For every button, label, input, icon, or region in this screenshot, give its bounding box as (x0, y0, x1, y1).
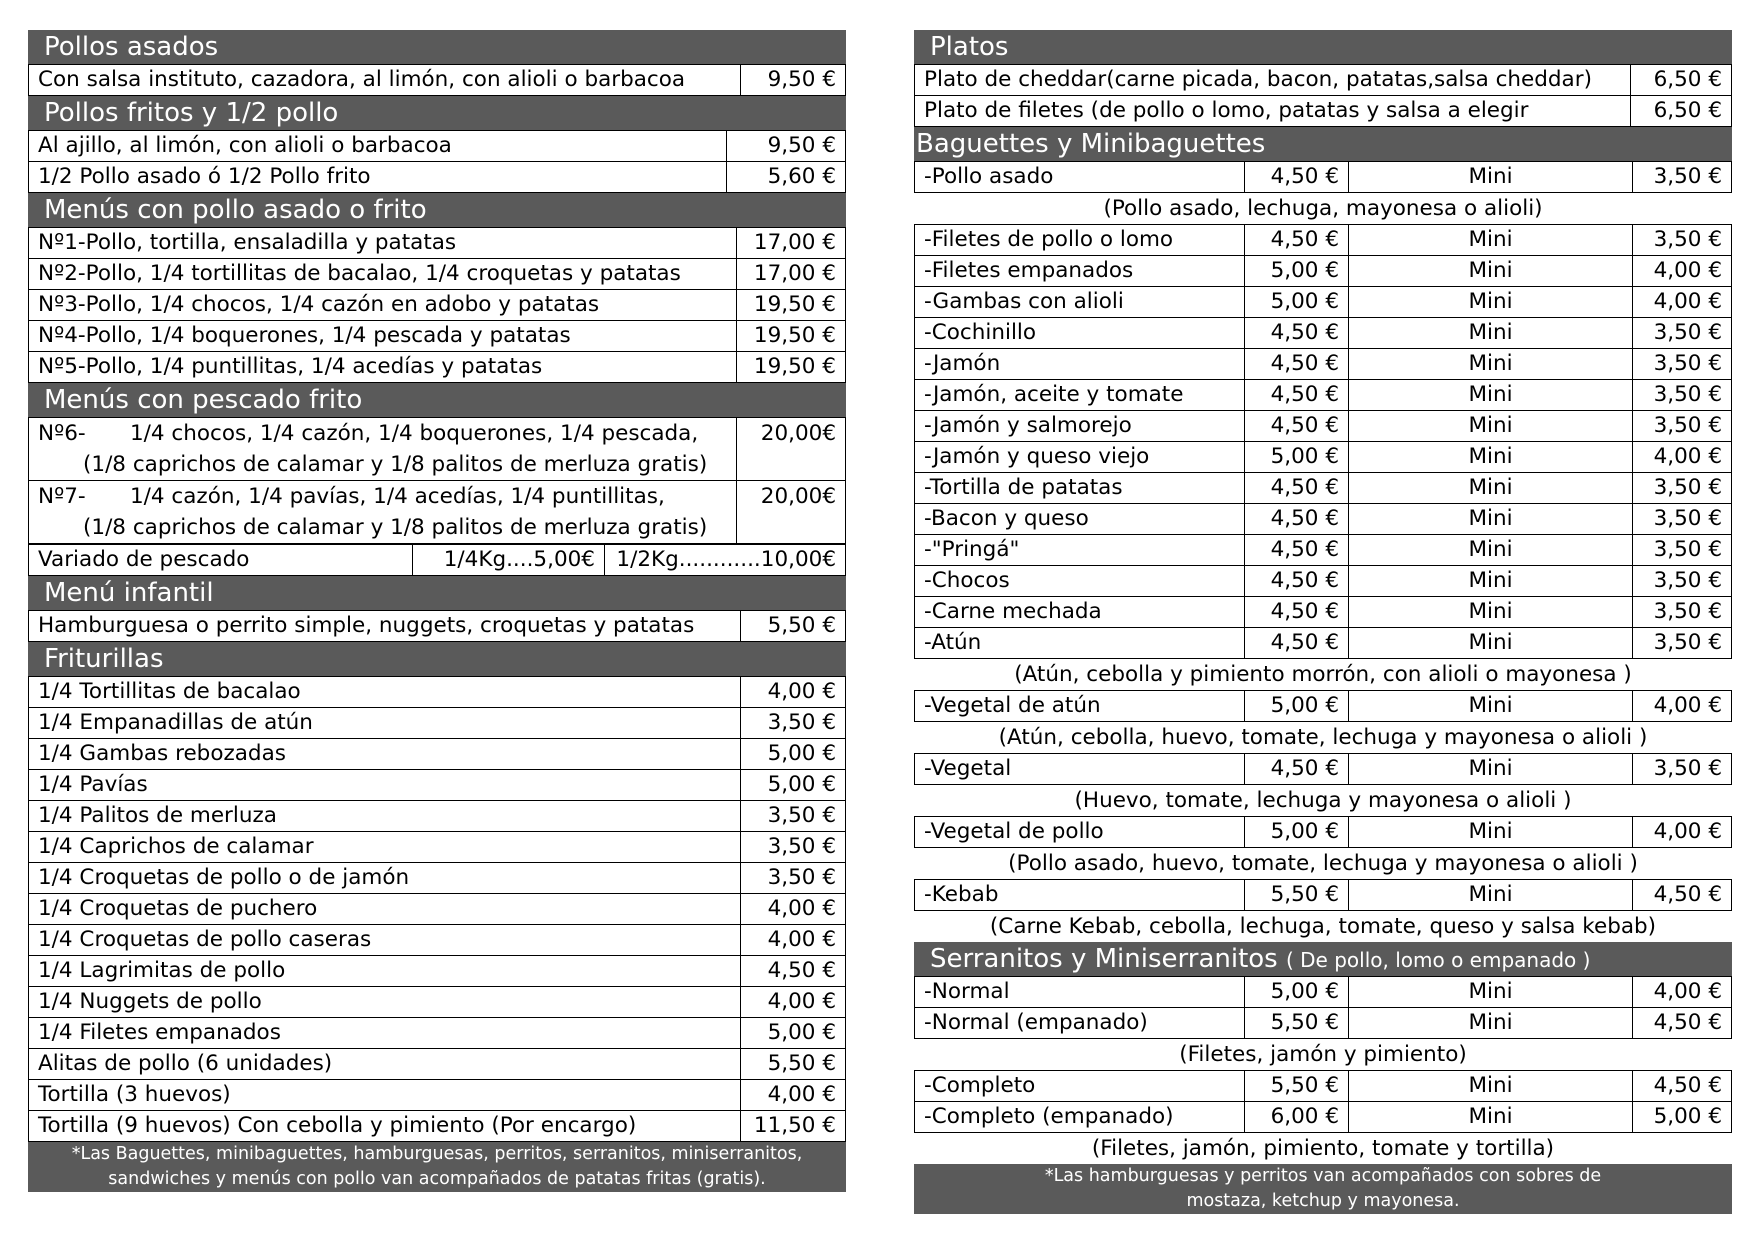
serranitos-list (914, 976, 1732, 1164)
item-price: 6,00 € (1245, 1102, 1349, 1133)
menu-row (29, 131, 846, 162)
menu-infantil-table (28, 610, 846, 642)
menu-row (915, 691, 1732, 722)
section-header-pollos-fritos: Pollos fritos y 1/2 pollo (28, 96, 846, 130)
item-price: 5,00 € (1245, 691, 1349, 722)
item-price: 4,50 € (1245, 628, 1349, 659)
item-name: Hamburguesa o perrito simple, nuggets, croquetas y patatas (29, 611, 741, 642)
menu-row (915, 597, 1732, 628)
item-price: 5,00 € (1245, 287, 1349, 318)
item-name: -Filetes empanados (915, 256, 1245, 287)
price-table (914, 976, 1732, 1039)
mini-label: Mini (1349, 566, 1633, 597)
item-price: 20,00€ (737, 481, 846, 544)
item-name: 1/4 Nuggets de pollo (29, 987, 741, 1018)
item-price: 5,00 € (1245, 977, 1349, 1008)
mini-label: Mini (1349, 504, 1633, 535)
menu-row (29, 863, 846, 894)
mini-label: Mini (1349, 817, 1633, 848)
mini-label: Mini (1349, 1071, 1633, 1102)
item-name: Tortilla (3 huevos) (29, 1080, 741, 1111)
mini-price: 5,00 € (1633, 1102, 1732, 1133)
item-name: -Atún (915, 628, 1245, 659)
mini-label: Mini (1349, 535, 1633, 566)
section-title: Serranitos y Miniserranitos (930, 944, 1278, 974)
menu-row (29, 259, 846, 290)
menu-row (915, 380, 1732, 411)
mini-price: 4,50 € (1633, 1008, 1732, 1039)
mini-price: 4,50 € (1633, 880, 1732, 911)
item-name: 1/4 Caprichos de calamar (29, 832, 741, 863)
item-price: 17,00 € (737, 228, 846, 259)
mini-label: Mini (1349, 318, 1633, 349)
item-price: 3,50 € (741, 708, 846, 739)
item-price: 11,50 € (741, 1111, 846, 1142)
footnote-line: sandwiches y menús con pollo van acompañados de patatas fritas (gratis). (108, 1169, 766, 1189)
item-name: -Jamón, aceite y tomate (915, 380, 1245, 411)
item-price: 3,50 € (741, 801, 846, 832)
mini-price: 3,50 € (1633, 162, 1732, 193)
item-name: 1/4 Croquetas de pollo caseras (29, 925, 741, 956)
section-subtitle: ( De pollo, lomo o empanado ) (1286, 948, 1591, 972)
item-name: -Jamón (915, 349, 1245, 380)
section-header-baguettes: Baguettes y Minibaguettes (914, 127, 1732, 161)
mini-price: 3,50 € (1633, 597, 1732, 628)
item-price: 4,00 € (741, 987, 846, 1018)
menu-row (915, 287, 1732, 318)
item-name: -Jamón y salmorejo (915, 411, 1245, 442)
item-price: 4,50 € (1245, 318, 1349, 349)
price-table (914, 161, 1732, 193)
item-name: 1/4 Lagrimitas de pollo (29, 956, 741, 987)
mini-label: Mini (1349, 287, 1633, 318)
mini-price: 4,00 € (1633, 287, 1732, 318)
ingredients-note: (Pollo asado, lechuga, mayonesa o alioli) (1103, 196, 1543, 221)
mini-label: Mini (1349, 256, 1633, 287)
item-price: 9,50 € (741, 65, 846, 96)
item-price: 19,50 € (737, 352, 846, 383)
item-name: -Filetes de pollo o lomo (915, 225, 1245, 256)
menu-row (29, 1080, 846, 1111)
menu-line-1: 1/4 cazón, 1/4 pavías, 1/4 acedías, 1/4 puntillitas, (130, 484, 665, 509)
item-price: 5,00 € (1245, 256, 1349, 287)
item-name: -Pollo asado (915, 162, 1245, 193)
item-name: 1/4 Croquetas de pollo o de jamón (29, 863, 741, 894)
item-name (29, 481, 737, 544)
menu-row (29, 677, 846, 708)
item-price: 5,00 € (741, 770, 846, 801)
item-name: -Vegetal de atún (915, 691, 1245, 722)
menu-row (29, 894, 846, 925)
baguettes-list (914, 161, 1732, 942)
mini-label: Mini (1349, 754, 1633, 785)
menu-row (29, 1111, 846, 1142)
item-price: 20,00€ (737, 418, 846, 481)
menu-row (915, 1071, 1732, 1102)
item-price: 5,60 € (727, 162, 846, 193)
menu-row (915, 96, 1732, 127)
menu-row (29, 290, 846, 321)
item-price: 5,50 € (1245, 880, 1349, 911)
item-name: Con salsa instituto, cazadora, al limón, con alioli o barbacoa (29, 65, 741, 96)
item-price: 9,50 € (727, 131, 846, 162)
item-price: 5,50 € (741, 611, 846, 642)
item-name: -Carne mechada (915, 597, 1245, 628)
item-name: -Vegetal de pollo (915, 817, 1245, 848)
footnote-line: mostaza, ketchup y mayonesa. (1186, 1191, 1460, 1211)
footnote-line: *Las Baguettes, minibaguettes, hamburguesas, perritos, serranitos, miniserranitos, (71, 1144, 803, 1164)
item-name: -Completo (915, 1071, 1245, 1102)
price-table (914, 690, 1732, 722)
item-price: 4,50 € (1245, 566, 1349, 597)
section-header-menus-pollo: Menús con pollo asado o frito (28, 193, 846, 227)
mini-label: Mini (1349, 597, 1633, 628)
ingredients-note: (Filetes, jamón y pimiento) (1179, 1042, 1467, 1067)
item-name (29, 418, 737, 481)
mini-price: 3,50 € (1633, 754, 1732, 785)
mini-label: Mini (1349, 162, 1633, 193)
item-price: 4,50 € (1245, 754, 1349, 785)
item-price: 5,00 € (1245, 817, 1349, 848)
mini-label: Mini (1349, 442, 1633, 473)
menu-row (29, 1018, 846, 1049)
item-price-quarter: 1/4Kg....5,00€ (413, 545, 605, 576)
item-price: 6,50 € (1631, 65, 1732, 96)
item-price: 4,50 € (1245, 504, 1349, 535)
menu-row (29, 739, 846, 770)
section-header-pollos-asados: Pollos asados (28, 30, 846, 64)
menu-line-2: (1/8 caprichos de calamar y 1/8 palitos de merluza gratis) (83, 515, 708, 540)
item-price: 19,50 € (737, 321, 846, 352)
menu-row (915, 473, 1732, 504)
friturillas-table (28, 676, 846, 1142)
item-name: Nº5-Pollo, 1/4 puntillitas, 1/4 acedías y patatas (29, 352, 737, 383)
item-name: -Gambas con alioli (915, 287, 1245, 318)
mini-price: 3,50 € (1633, 628, 1732, 659)
item-price: 4,50 € (741, 956, 846, 987)
item-price: 3,50 € (741, 863, 846, 894)
section-header-serranitos (914, 942, 1732, 976)
mini-price: 3,50 € (1633, 535, 1732, 566)
ingredients-note: (Pollo asado, huevo, tomate, lechuga y mayonesa o alioli ) (1008, 851, 1638, 876)
ingredients-note: (Huevo, tomate, lechuga y mayonesa o alioli ) (1074, 788, 1572, 813)
menu-row (915, 256, 1732, 287)
item-name: 1/4 Croquetas de puchero (29, 894, 741, 925)
item-name: Nº3-Pollo, 1/4 chocos, 1/4 cazón en adobo y patatas (29, 290, 737, 321)
mini-price: 3,50 € (1633, 473, 1732, 504)
item-name: Nº4-Pollo, 1/4 boquerones, 1/4 pescada y patatas (29, 321, 737, 352)
menu-row (915, 880, 1732, 911)
menu-row (29, 321, 846, 352)
menu-row (29, 708, 846, 739)
item-name: Al ajillo, al limón, con alioli o barbacoa (29, 131, 727, 162)
menu-row (915, 535, 1732, 566)
mini-price: 4,00 € (1633, 977, 1732, 1008)
menus-pollo-table (28, 227, 846, 383)
menu-row (915, 1008, 1732, 1039)
platos-table (914, 64, 1732, 127)
menus-pescado-table (28, 417, 846, 544)
menu-row (29, 65, 846, 96)
menu-row (915, 504, 1732, 535)
item-price: 5,50 € (1245, 1008, 1349, 1039)
item-price: 5,00 € (1245, 442, 1349, 473)
menu-row (915, 318, 1732, 349)
mini-label: Mini (1349, 628, 1633, 659)
mini-label: Mini (1349, 977, 1633, 1008)
item-price: 5,50 € (741, 1049, 846, 1080)
mini-price: 4,00 € (1633, 691, 1732, 722)
menu-row (29, 418, 846, 481)
left-menu-column (28, 30, 846, 1192)
item-price: 4,50 € (1245, 225, 1349, 256)
variado-table (28, 544, 846, 576)
mini-price: 3,50 € (1633, 349, 1732, 380)
mini-price: 4,50 € (1633, 1071, 1732, 1102)
menu-row (915, 628, 1732, 659)
footnote-right (914, 1164, 1732, 1214)
item-price: 4,50 € (1245, 349, 1349, 380)
item-name: Alitas de pollo (6 unidades) (29, 1049, 741, 1080)
price-table (914, 816, 1732, 848)
price-table (914, 753, 1732, 785)
price-table (914, 1070, 1732, 1133)
menu-row (29, 925, 846, 956)
mini-price: 4,00 € (1633, 256, 1732, 287)
item-name: Nº1-Pollo, tortilla, ensaladilla y patatas (29, 228, 737, 259)
item-price: 4,50 € (1245, 473, 1349, 504)
item-price: 4,00 € (741, 1080, 846, 1111)
item-name: -Jamón y queso viejo (915, 442, 1245, 473)
menu-row (29, 481, 846, 544)
menu-row (915, 162, 1732, 193)
menu-row (29, 545, 846, 576)
mini-price: 3,50 € (1633, 504, 1732, 535)
item-name: 1/4 Pavías (29, 770, 741, 801)
item-price-half: 1/2Kg............10,00€ (605, 545, 846, 576)
pollos-fritos-table (28, 130, 846, 193)
item-price: 4,50 € (1245, 162, 1349, 193)
item-price: 5,50 € (1245, 1071, 1349, 1102)
item-name: Plato de cheddar(carne picada, bacon, patatas,salsa cheddar) (915, 65, 1631, 96)
ingredients-note: (Atún, cebolla y pimiento morrón, con alioli o mayonesa ) (1014, 662, 1632, 687)
pollos-asados-table (28, 64, 846, 96)
mini-price: 3,50 € (1633, 318, 1732, 349)
item-name: 1/4 Gambas rebozadas (29, 739, 741, 770)
item-name: 1/4 Tortillitas de bacalao (29, 677, 741, 708)
menu-row (915, 442, 1732, 473)
menu-row (29, 770, 846, 801)
menu-row (915, 411, 1732, 442)
item-name: Variado de pescado (29, 545, 413, 576)
section-header-platos: Platos (914, 30, 1732, 64)
menu-number: Nº7- (38, 484, 86, 509)
ingredients-note: (Carne Kebab, cebolla, lechuga, tomate, queso y salsa kebab) (989, 914, 1657, 939)
mini-price: 4,00 € (1633, 817, 1732, 848)
section-header-menu-infantil: Menú infantil (28, 576, 846, 610)
menu-number: Nº6- (38, 421, 86, 446)
item-price: 4,00 € (741, 677, 846, 708)
menu-row (915, 977, 1732, 1008)
item-name: -Vegetal (915, 754, 1245, 785)
mini-price: 4,00 € (1633, 442, 1732, 473)
mini-price: 3,50 € (1633, 411, 1732, 442)
item-name: -Normal (915, 977, 1245, 1008)
mini-label: Mini (1349, 225, 1633, 256)
menu-row (915, 1102, 1732, 1133)
item-price: 4,50 € (1245, 597, 1349, 628)
mini-price: 3,50 € (1633, 380, 1732, 411)
mini-label: Mini (1349, 1008, 1633, 1039)
menu-row (29, 801, 846, 832)
footnote-line: *Las hamburguesas y perritos van acompañados con sobres de (1044, 1166, 1602, 1186)
item-name: -Chocos (915, 566, 1245, 597)
item-price: 5,00 € (741, 1018, 846, 1049)
menu-row (915, 754, 1732, 785)
item-price: 4,00 € (741, 894, 846, 925)
item-price: 5,00 € (741, 739, 846, 770)
mini-label: Mini (1349, 1102, 1633, 1133)
menu-row (915, 349, 1732, 380)
menu-row (29, 228, 846, 259)
item-name: -Completo (empanado) (915, 1102, 1245, 1133)
item-name: 1/4 Filetes empanados (29, 1018, 741, 1049)
item-price: 6,50 € (1631, 96, 1732, 127)
footnote-left (28, 1142, 846, 1192)
item-price: 4,50 € (1245, 380, 1349, 411)
menu-row (915, 65, 1732, 96)
right-menu-column (914, 30, 1732, 1214)
item-name: -Kebab (915, 880, 1245, 911)
menu-row (915, 817, 1732, 848)
ingredients-note: (Atún, cebolla, huevo, tomate, lechuga y mayonesa o alioli ) (998, 725, 1648, 750)
mini-label: Mini (1349, 380, 1633, 411)
menu-row (29, 611, 846, 642)
item-name: Nº2-Pollo, 1/4 tortillitas de bacalao, 1/4 croquetas y patatas (29, 259, 737, 290)
item-name: 1/4 Palitos de merluza (29, 801, 741, 832)
price-table (914, 224, 1732, 659)
menu-row (29, 1049, 846, 1080)
item-name: 1/2 Pollo asado ó 1/2 Pollo frito (29, 162, 727, 193)
menu-row (915, 225, 1732, 256)
item-name: -Bacon y queso (915, 504, 1245, 535)
item-name: -Tortilla de patatas (915, 473, 1245, 504)
menu-row (29, 956, 846, 987)
section-header-menus-pescado: Menús con pescado frito (28, 383, 846, 417)
item-name: Tortilla (9 huevos) Con cebolla y pimiento (Por encargo) (29, 1111, 741, 1142)
menu-row (29, 987, 846, 1018)
item-price: 4,50 € (1245, 411, 1349, 442)
item-price: 19,50 € (737, 290, 846, 321)
ingredients-note: (Filetes, jamón, pimiento, tomate y tortilla) (1091, 1136, 1555, 1161)
mini-label: Mini (1349, 473, 1633, 504)
section-header-friturillas: Friturillas (28, 642, 846, 676)
mini-label: Mini (1349, 349, 1633, 380)
mini-price: 3,50 € (1633, 566, 1732, 597)
item-name: -Normal (empanado) (915, 1008, 1245, 1039)
mini-label: Mini (1349, 411, 1633, 442)
menu-row (915, 566, 1732, 597)
menu-row (29, 832, 846, 863)
item-name: -"Pringá" (915, 535, 1245, 566)
mini-label: Mini (1349, 691, 1633, 722)
item-name: Plato de filetes (de pollo o lomo, patatas y salsa a elegir (915, 96, 1631, 127)
price-table (914, 879, 1732, 911)
mini-label: Mini (1349, 880, 1633, 911)
menu-row (29, 162, 846, 193)
menu-line-1: 1/4 chocos, 1/4 cazón, 1/4 boquerones, 1/4 pescada, (130, 421, 699, 446)
item-price: 17,00 € (737, 259, 846, 290)
menu-row (29, 352, 846, 383)
item-price: 3,50 € (741, 832, 846, 863)
item-price: 4,00 € (741, 925, 846, 956)
menu-line-2: (1/8 caprichos de calamar y 1/8 palitos de merluza gratis) (83, 452, 708, 477)
item-name: 1/4 Empanadillas de atún (29, 708, 741, 739)
item-price: 4,50 € (1245, 535, 1349, 566)
mini-price: 3,50 € (1633, 225, 1732, 256)
item-name: -Cochinillo (915, 318, 1245, 349)
